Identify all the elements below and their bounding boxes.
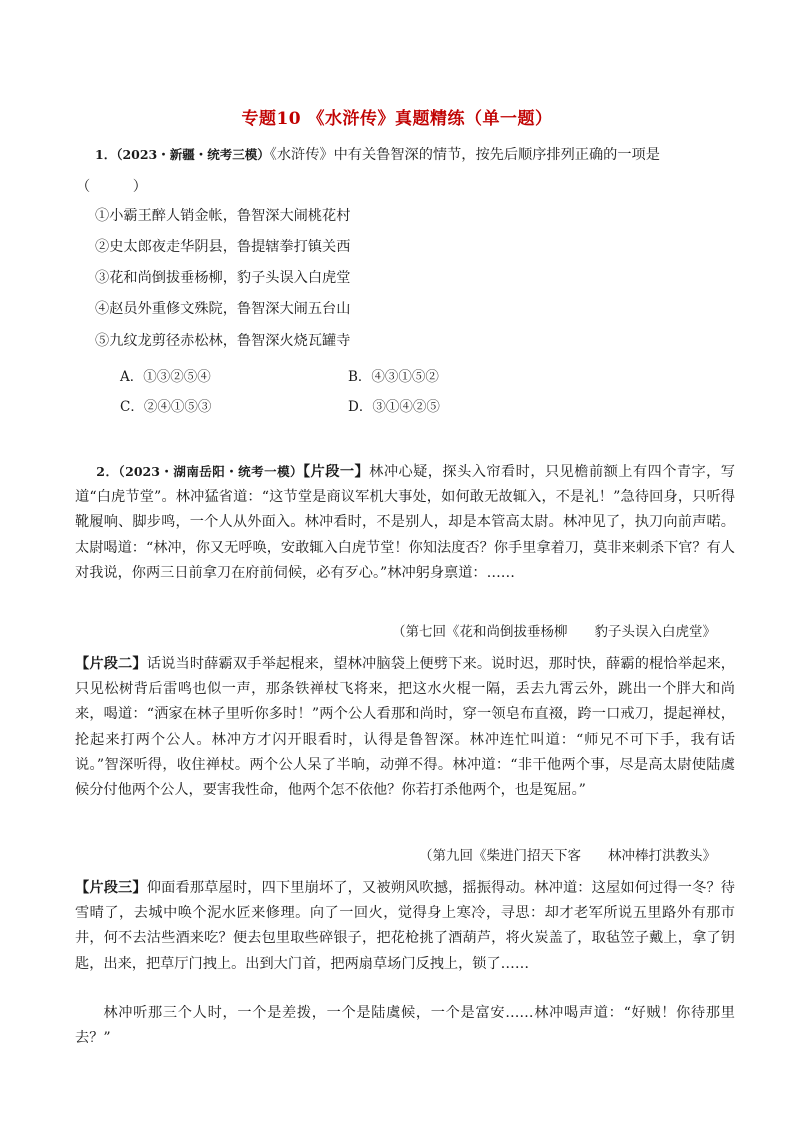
excerpt-text: 话说当时薛霸双手举起棍来，望林冲脑袋上便劈下来。说时迟，那时快，薛霸的棍恰举起来，只见松树背后雷鸣也似一声，那条铁禅杖飞将来，把这水火棍一隔，丢去九霄云外，跳出一个胖大和尚来，喝道：“洒家在林子里听你多时！”两个公人看那和尚时，穿一领皂布直裰，跨一口戒刀，提起禅杖，抡起来打两个公人。林冲方才闪开眼看时，认得是鲁智深。林冲连忙叫道：“师兄不可下手，我有话说。”智深听得，收住禅杖。两个公人呆了半晌，动弹不得。林冲道：“非干他两个事，尽是高太尉使陆虞候分付他两个公人，要害我性命，他两个怎不依他？你若打杀他两个，也是冤屈。”	[75, 656, 735, 799]
excerpt-source: （第七回《花和尚倒拔垂杨柳 豹子头误入白虎堂》	[392, 624, 716, 640]
question-1-item: ③花和尚倒拔垂杨柳，豹子头误入白虎堂	[95, 270, 351, 286]
page-title: 专题10 《水浒传》真题精练（单一题）	[241, 109, 553, 129]
question-2-excerpt-1	[75, 459, 735, 586]
excerpt-tag: 【片段一】	[303, 464, 370, 480]
choice-d: D．③①④②⑤	[348, 399, 440, 415]
excerpt-text: 仰面看那草屋时，四下里崩坏了，又被朔风吹撼，摇振得动。林冲道：这屋如何过得一冬？待雪晴了，去城中唤个泥水匠来修理。向了一回火，觉得身上寒冷，寻思：却才老军所说五里路外有那市井，何不去沽些酒来吃？便去包里取些碎银子，把花枪挑了酒葫芦，将火炭盖了，取毡笠子戴上，拿了钥匙，出来，把草厅门拽上。出到大门首，把两扇草场门反拽上，锁了……	[75, 880, 735, 972]
excerpt-text: 林冲心疑，探头入帘看时，只见檐前额上有四个青字，写道“白虎节堂”。林冲猛省道：“这节堂是商议军机大事处，如何敢无故辄入，不是礼！”急待回身，只听得靴履响、脚步鸣，一个人从外面入。林冲看时，不是别人，却是本管高太尉。林冲见了，执刀向前声喏。太尉喝道：“林冲，你又无呼唤，安敢辄入白虎节堂！你知法度否？你手里拿着刀，莫非来刺杀下官？有人对我说，你两三日前拿刀在府前伺候，必有歹心。”林冲躬身禀道：……	[75, 464, 736, 581]
question-1-item: ④赵员外重修文殊院，鲁智深大闹五台山	[95, 301, 351, 317]
question-1-text: 《水浒传》中有关鲁智深的情节，按先后顺序排列正确的一项是	[269, 147, 660, 163]
question-2-excerpt-3-cont: 林冲听那三个人时，一个是差拨，一个是陆虞候，一个是富安……林冲喝声道：“好贼！你待那里去？”	[75, 1005, 735, 1047]
question-1-item: ②史太郎夜走华阴县，鲁提辖拳打镇关西	[95, 239, 351, 255]
question-2-excerpt-2	[75, 652, 735, 803]
choice-c: C．②④①⑤③	[120, 399, 212, 415]
choice-a: A．①③②⑤④	[120, 369, 211, 385]
question-1-item: ①小霸王醉人销金帐，鲁智深大闹桃花村	[95, 208, 351, 224]
question-1-item: ⑤九纹龙剪径赤松林，鲁智深火烧瓦罐寺	[95, 333, 351, 349]
question-1-stem	[95, 145, 660, 165]
choice-b: B．④③①⑤②	[348, 369, 439, 385]
excerpt-tag: 【片段二】	[75, 656, 147, 672]
question-1-lead: 1．（2023・新疆・统考三模）	[95, 147, 270, 162]
answer-parenthesis: （ ）	[76, 179, 147, 195]
excerpt-tag: 【片段三】	[75, 880, 147, 896]
excerpt-source: （第九回《柴进门招天下客 林冲棒打洪教头》	[419, 848, 716, 864]
question-2-excerpt-3	[75, 876, 735, 977]
question-2-lead: 2．（2023・湖南岳阳・统考一模）	[96, 464, 303, 479]
